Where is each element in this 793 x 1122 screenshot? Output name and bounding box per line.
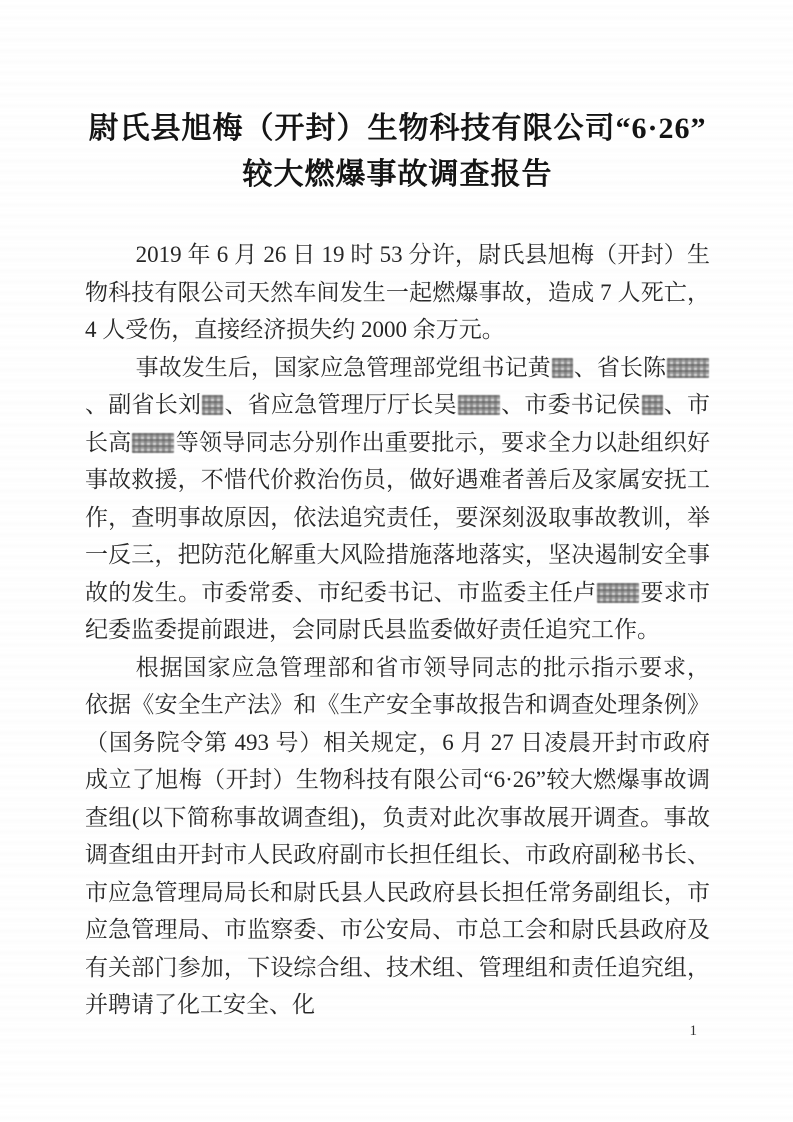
paragraph: 根据国家应急管理部和省市领导同志的批示指示要求，依据《安全生产法》和《生产安全事故报告和调查处理条例》（国务院令第 493 号）相关规定，6 月 27 日凌晨开封市政府成立了旭梅（开封）生物科技有限公司“6·26”较大燃爆事故调查组(以下简称事故调查组)，负责对此次事故展开调查。事故调查组由开封市人民政府副市长担任组长、市政府副秘书长、市应急管理局局长和尉氏县人民政府县长担任常务副组长，市应急管理局、市监察委、市公安局、市总工会和尉氏县政府及有关部门参加，下设综合组、技术组、管理组和责任追究组，并聘请了化工安全、化 bbox=[85, 654, 710, 1017]
redacted-name bbox=[552, 358, 573, 378]
paragraph: 2019 年 6 月 26 日 19 时 53 分许，尉氏县旭梅（开封）生物科技有限公司天然车间发生一起燃爆事故，造成 7 人死亡，4 人受伤，直接经济损失约 2000 余万元。 bbox=[85, 242, 710, 342]
document-title-line1: 尉氏县旭梅（开封）生物科技有限公司“6·26” bbox=[88, 112, 707, 145]
body-paragraphs bbox=[85, 236, 710, 1024]
document-title-line2: 较大燃爆事故调查报告 bbox=[242, 158, 553, 191]
document-title bbox=[85, 106, 710, 198]
document-content bbox=[85, 106, 710, 1024]
paragraph: 事故发生后，国家应急管理部党组书记黄 、省长陈、副省长刘 、省应急管理厅厅长吴 、市委书记侯 、市长高 等领导同志分别作出重要批示，要求全力以赴组织好事故救援，不惜代价救治伤员，做好遇难者善后及家属安抚工作，查明事故原因，依法追究责任，要深刻汲取事故教训，举一反三，把防范化解重大风险措施落地落实，坚决遏制安全事故的发生。市委常委、市纪委书记、市监委主任卢 要求市纪委监委提前跟进，会同尉氏县监委做好责任追究工作。 bbox=[85, 354, 711, 642]
redacted-name bbox=[132, 433, 174, 453]
redacted-name bbox=[597, 583, 639, 603]
redacted-name bbox=[202, 395, 223, 415]
redacted-name bbox=[458, 395, 500, 415]
redacted-name bbox=[642, 395, 663, 415]
page-number: 1 bbox=[689, 1023, 697, 1039]
redacted-name bbox=[667, 358, 709, 378]
